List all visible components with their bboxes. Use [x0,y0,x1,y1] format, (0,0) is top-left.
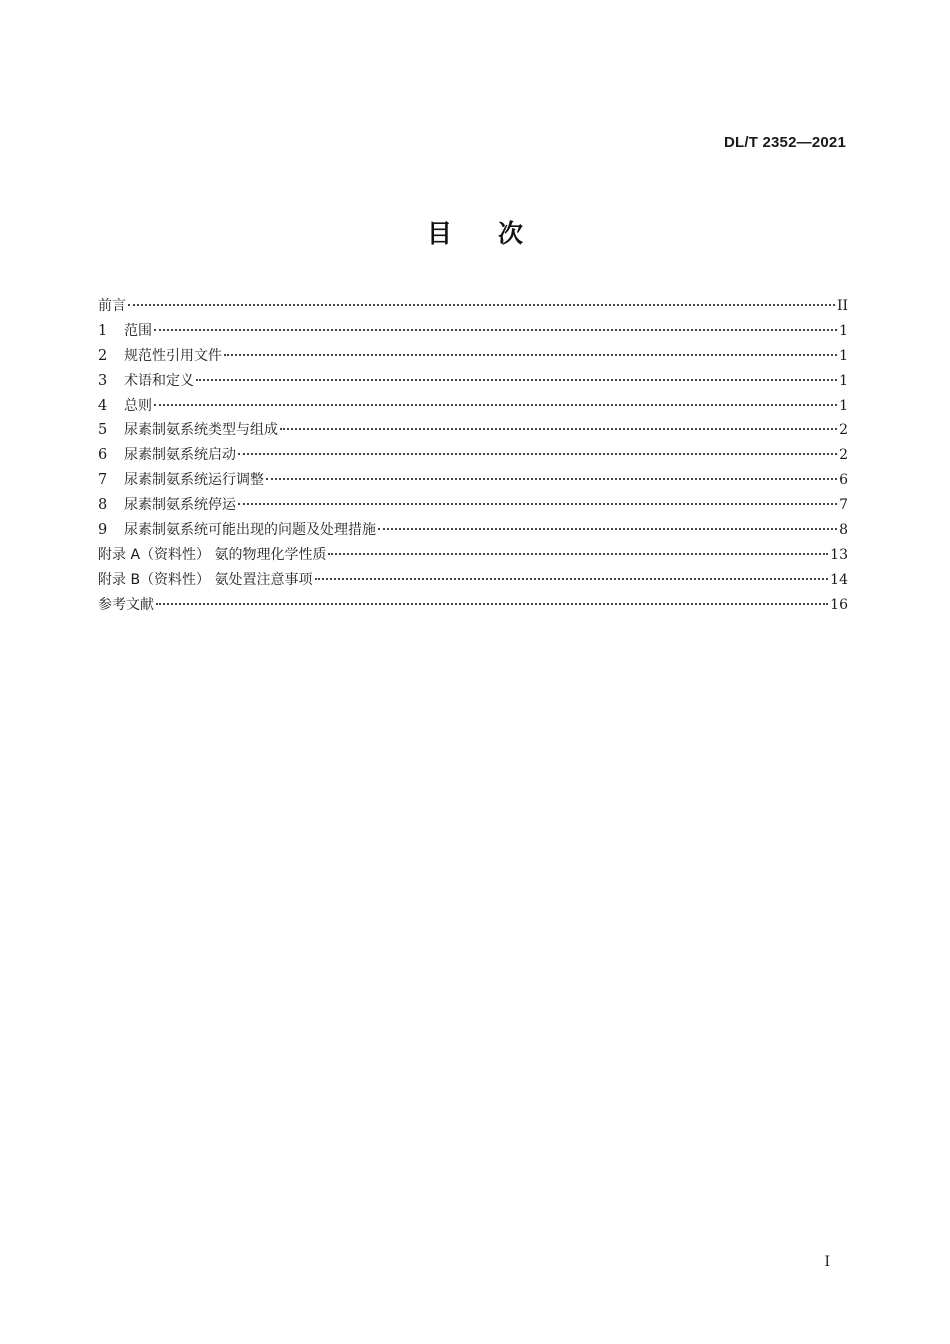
toc-entry-page: 7 [839,497,848,514]
toc-entry-number: 8 [98,497,108,514]
toc-leader-dots [266,478,837,480]
toc-entry-label: 尿素制氨系统可能出现的问题及处理措施 [124,522,376,539]
toc-entry-number: 5 [98,422,108,439]
toc-entry-page: 2 [839,447,848,464]
toc-leader-dots [154,404,837,406]
toc-entry-label: 总则 [124,397,152,414]
toc-entry[interactable] [98,568,848,593]
toc-entry-page: 1 [839,322,848,339]
toc-entry-page: 16 [830,596,848,613]
toc-leader-dots [328,553,828,555]
toc-entry-label: 前言 [98,298,126,314]
document-code: DL/T 2352—2021 [723,134,846,151]
toc-leader-dots [280,428,837,430]
toc-entry[interactable] [98,543,848,568]
toc-entry-page: 6 [839,472,848,489]
page-number: I [824,1254,830,1270]
toc-entry-label: 尿素制氨系统运行调整 [124,472,264,489]
toc-entry[interactable] [98,493,848,518]
toc-entry[interactable] [98,518,848,543]
toc-entry-page: 2 [839,422,848,439]
toc-leader-dots [156,603,828,605]
toc-entry-page: II [836,298,848,314]
table-of-contents [98,294,848,618]
toc-entry-label: 规范性引用文件 [124,347,222,364]
toc-entry[interactable] [98,418,848,443]
toc-entry-page: 1 [839,397,848,414]
toc-entry-number: 6 [98,447,108,464]
toc-entry[interactable] [98,369,848,394]
toc-entry-label: 尿素制氨系统类型与组成 [124,422,278,439]
toc-entry-page: 14 [830,571,848,588]
toc-leader-dots [128,304,835,306]
toc-entry-label: 附录 B（资料性） 氨处置注意事项 [98,571,313,588]
toc-leader-dots [224,354,837,356]
toc-entry-label: 参考文献 [98,596,154,613]
toc-entry[interactable] [98,468,848,493]
toc-leader-dots [238,503,837,505]
toc-entry-number: 7 [98,472,108,489]
toc-entry-number: 9 [98,522,108,539]
toc-entry[interactable] [98,294,848,319]
toc-entry-label: 范围 [124,322,152,339]
toc-entry[interactable] [98,443,848,468]
toc-entry[interactable] [98,593,848,618]
toc-entry-number: 3 [98,372,108,389]
toc-entry[interactable] [98,319,848,344]
toc-leader-dots [238,453,837,455]
toc-leader-dots [196,379,837,381]
toc-entry-page: 13 [830,546,848,563]
toc-leader-dots [315,578,829,580]
toc-entry-number: 4 [98,397,108,414]
toc-entry-page: 1 [839,372,848,389]
toc-entry-label: 附录 A（资料性） 氨的物理化学性质 [98,546,327,563]
toc-entry-page: 8 [839,522,848,539]
toc-entry-label: 术语和定义 [124,372,194,389]
page-title: 目次 [426,219,569,248]
toc-entry[interactable] [98,344,848,369]
toc-entry-number: 1 [98,322,108,339]
toc-entry-page: 1 [839,347,848,364]
toc-entry[interactable] [98,394,848,419]
toc-leader-dots [378,528,837,530]
toc-entry-number: 2 [98,347,108,364]
toc-entry-label: 尿素制氨系统启动 [124,447,236,464]
toc-entry-label: 尿素制氨系统停运 [124,497,236,514]
toc-leader-dots [154,329,837,331]
